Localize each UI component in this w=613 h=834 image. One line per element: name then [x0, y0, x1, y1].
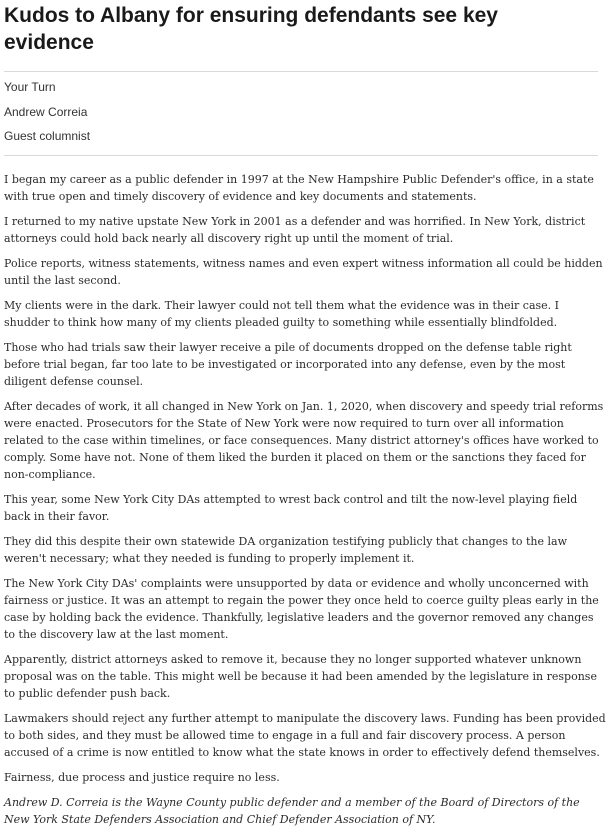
paragraph: Lawmakers should reject any further attempt to manipulate the discovery laws. Funding has been provided to both sides, and they must be allowed time to engage in a full and fair discovery process. A person accused of a crime is now entitled to know what the state knows in order to effectively defend themselves.: [4, 712, 606, 759]
paragraph: Those who had trials saw their lawyer receive a pile of documents dropped on the defense table right before trial began, far too late to be investigated or incorporated into any defense, even by the most diligent defense counsel.: [4, 341, 572, 388]
section-label[interactable]: Your Turn: [4, 80, 56, 94]
byline-divider: [4, 155, 598, 156]
author-tagline: Andrew D. Correia is the Wayne County public defender and a member of the Board of Directors of the New York State Defenders Association and Chief Defender Association of NY.: [4, 796, 580, 826]
paragraph: Apparently, district attorneys asked to remove it, because they no longer supported whatever unknown proposal was on the table. This might well be because it had been amended by the legislature in response to public defender push back.: [4, 653, 597, 700]
paragraph: I returned to my native upstate New York in 2001 as a defender and was horrified. In New York, district attorneys could hold back nearly all discovery right up until the moment of trial.: [4, 215, 586, 245]
paragraph: This year, some New York City DAs attempted to wrest back control and tilt the now-level playing field back in their favor.: [4, 493, 578, 523]
author-name[interactable]: Andrew Correia: [4, 105, 88, 119]
paragraph: I began my career as a public defender in 1997 at the New Hampshire Public Defender's office, in a state with true open and timely discovery of evidence and key documents and statements.: [4, 173, 594, 203]
paragraph: They did this despite their own statewide DA organization testifying publicly that changes to the law weren't necessary; what they needed is funding to properly implement it.: [4, 535, 568, 565]
headline: Kudos to Albany for ensuring defendants see key evidence: [4, 4, 498, 54]
article-body: [4, 171, 606, 828]
paragraph: Police reports, witness statements, witness names and even expert witness information all could be hidden until the last second.: [4, 257, 603, 287]
paragraph: Fairness, due process and justice require no less.: [4, 771, 280, 784]
paragraph: After decades of work, it all changed in New York on Jan. 1, 2020, when discovery and speedy trial reforms were enacted. Prosecutors for the State of New York were now required to turn over all information related to the case within timelines, or face consequences. Many district attorney's offices have worked to comply. Some have not. None of them liked the burden it placed on them or the sanctions they faced for non-compliance.: [4, 400, 604, 481]
headline-divider: [4, 71, 598, 72]
author-role: Guest columnist: [4, 129, 91, 143]
paragraph: The New York City DAs' complaints were unsupported by data or evidence and wholly unconcerned with fairness or justice. It was an attempt to regain the power they once held to coerce guilty pleas early in the case by holding back the evidence. Thankfully, legislative leaders and the governor removed any changes to the discovery law at the last moment.: [4, 577, 599, 641]
paragraph: My clients were in the dark. Their lawyer could not tell them what the evidence was in their case. I shudder to think how many of my clients pleaded guilty to something while essentially blindfolded.: [4, 299, 560, 329]
